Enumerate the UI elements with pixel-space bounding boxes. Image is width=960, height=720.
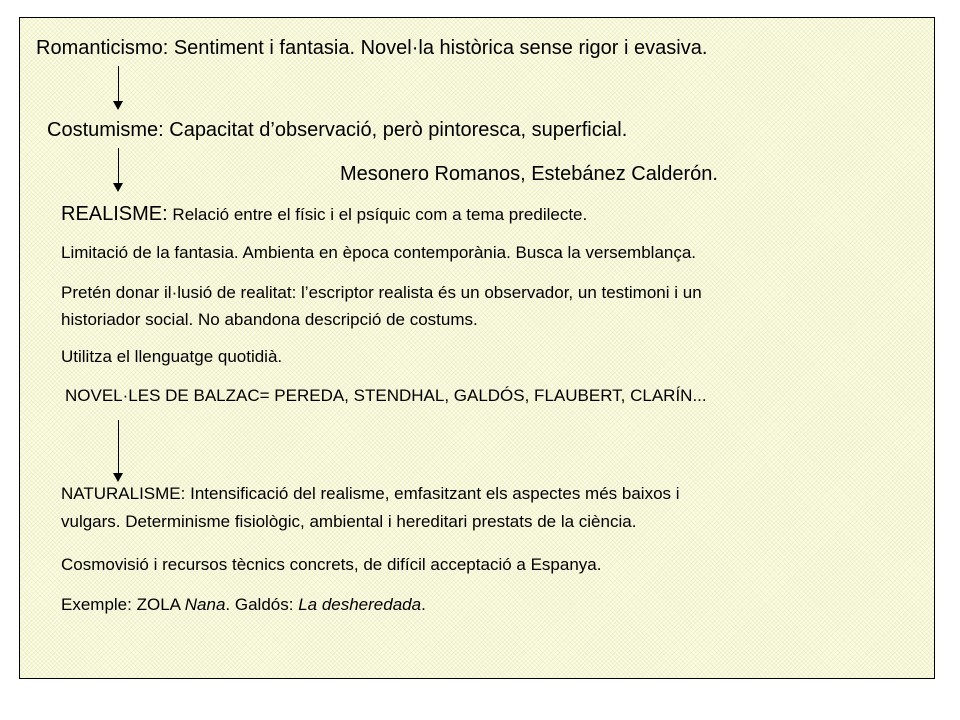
realisme-title-rest: Relació entre el físic i el psíquic com a tema predilecte. bbox=[167, 205, 588, 224]
arrow-down-icon bbox=[113, 148, 125, 192]
realisme-line-2: Limitació de la fantasia. Ambienta en època contemporània. Busca la versemblança. bbox=[61, 243, 697, 262]
costumisme-line: Costumisme: Capacitat d’observació, però pintoresca, superficial. bbox=[47, 119, 628, 141]
realisme-line-3a: Pretén donar il·lusió de realitat: l’escriptor realista és un observador, un testimoni i un bbox=[61, 283, 702, 302]
costumisme-authors: Mesonero Romanos, Estebánez Calderón. bbox=[340, 163, 718, 185]
realisme-novels: NOVEL·LES DE BALZAC= PEREDA, STENDHAL, GALDÓS, FLAUBERT, CLARÍN... bbox=[65, 386, 707, 405]
naturalisme-line-2: Cosmovisió i recursos tècnics concrets, de difícil acceptació a Espanya. bbox=[61, 555, 602, 574]
realisme-title: REALISME: bbox=[61, 203, 168, 225]
realisme-heading-line bbox=[61, 204, 587, 224]
naturalisme-example bbox=[61, 596, 426, 613]
example-prefix: Exemple: ZOLA bbox=[61, 595, 185, 614]
example-work-desheredada: La desheredada bbox=[298, 595, 422, 614]
arrow-down-icon bbox=[113, 66, 125, 110]
example-suffix: . bbox=[421, 595, 426, 614]
example-mid: . Galdós: bbox=[225, 595, 299, 614]
naturalisme-line-1b: vulgars. Determinisme fisiològic, ambiental i hereditari prestats de la ciència. bbox=[61, 512, 637, 531]
arrow-down-icon bbox=[113, 420, 125, 482]
realisme-line-3b: historiador social. No abandona descripció de costums. bbox=[61, 310, 478, 329]
example-work-nana: Nana bbox=[184, 595, 226, 614]
realisme-line-4: Utilitza el llenguatge quotidià. bbox=[61, 347, 283, 366]
naturalisme-line-1a: NATURALISME: Intensificació del realisme, emfasitzant els aspectes més baixos i bbox=[61, 484, 680, 503]
romanticismo-line: Romanticismo: Sentiment i fantasia. Novel·la històrica sense rigor i evasiva. bbox=[36, 37, 708, 59]
